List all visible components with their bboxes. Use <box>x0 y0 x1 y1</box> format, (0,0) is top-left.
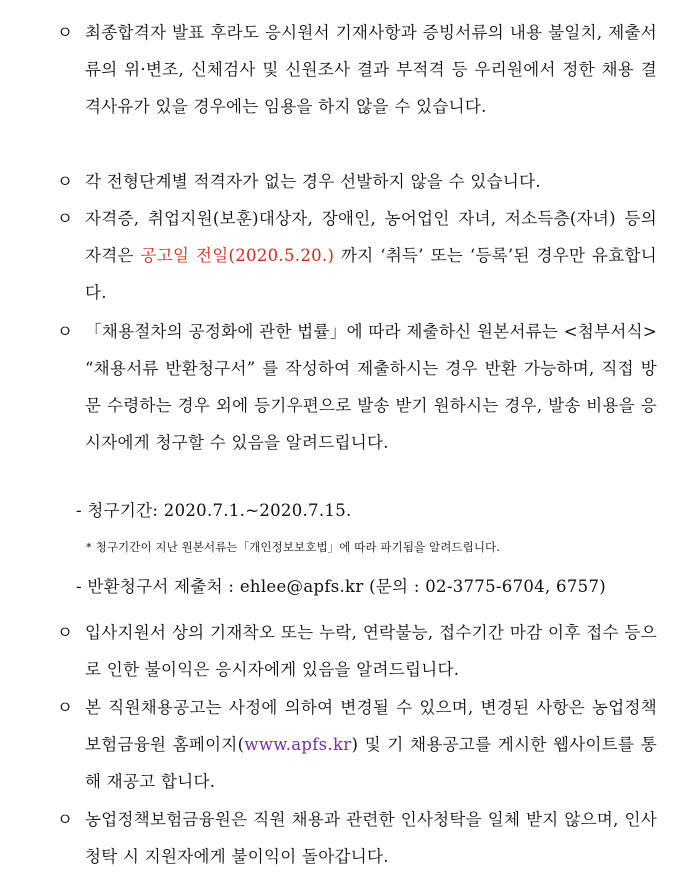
submit-contact: - 반환청구서 제출처 : ehlee@apfs.kr (문의 : 02-3775-6704, 6757) <box>76 577 606 596</box>
notice-text: 농업정책보험금융원은 직원 채용과 관련한 인사청탁을 일체 받지 않으며, 인사 청탁 시 지원자에게 불이익이 돌아갑니다. <box>85 810 657 866</box>
claim-note: * 청구기간이 지난 원본서류는「개인정보보호법」에 따라 파기됨을 알려드립니다. <box>86 540 501 554</box>
notice-text-part: 본 직원채용공고는 사정에 의하여 변경될 수 있으며, 변경된 사항은 농업정책보험금융원 홈페이지( <box>85 698 657 754</box>
notice-text: 「채용절차의 공정화에 관한 법률」에 따라 제출하신 원본서류는 <첨부서식> “채용서류 반환청구서” 를 작성하여 제출하시는 경우 반환 가능하며, 직접 방문 수령하는 경우 외에 등기우편으로 발송 받기 원하시는 경우, 발송 비용을 응시자에게 청구할 수 있음을 알려드립니다. <box>85 322 657 452</box>
notice-text-part: 자격증, 취업지원(보훈)대상자, 장애인, 농어업인 자녀, 저소득층(자녀) 등의 자격은 <box>85 209 657 265</box>
bullet-icon: ㅇ <box>57 698 74 717</box>
bullet-icon: ㅇ <box>57 172 74 191</box>
notice-text: 입사지원서 상의 기재착오 또는 누락, 연락불능, 접수기간 마감 이후 접수 등으로 인한 불이익은 응시자에게 있음을 알려드립니다. <box>85 623 657 679</box>
notice-text: 최종합격자 발표 후라도 응시원서 기재사항과 증빙서류의 내용 불일치, 제출서류의 위·변조, 신체검사 및 신원조사 결과 부적격 등 우리원에서 정한 채용 결격사유가 있을 경우에는 임용을 하지 않을 수 있습니다. <box>85 23 657 116</box>
homepage-link[interactable]: www.apfs.kr <box>244 735 352 754</box>
notice-item-no-qualified <box>57 163 657 200</box>
notice-item-document-return <box>57 313 657 461</box>
bullet-icon: ㅇ <box>57 209 74 228</box>
notice-item-no-solicitation <box>57 801 657 875</box>
bullet-icon: ㅇ <box>57 810 74 829</box>
bullet-icon: ㅇ <box>57 623 74 642</box>
notice-item-applicant-error <box>57 614 657 688</box>
bullet-icon: ㅇ <box>57 23 74 42</box>
notice-text <box>85 200 657 311</box>
notice-text: 각 전형단계별 적격자가 없는 경우 선발하지 않을 수 있습니다. <box>85 172 541 191</box>
claim-period: - 청구기간: 2020.7.1.~2020.7.15. <box>76 501 352 520</box>
notice-item-disqualification <box>57 14 657 125</box>
notice-text <box>85 689 657 800</box>
bullet-icon: ㅇ <box>57 322 74 341</box>
deadline-highlight: 공고일 전일(2020.5.20.) <box>140 246 335 265</box>
notice-item-announcement-change <box>57 689 657 800</box>
notice-text-part: ) 및 기 채용공고를 게시한 웹사이트를 통해 재공고 합니다. <box>85 735 657 791</box>
notice-text-part: 까지 ‘취득’ 또는 ‘등록’된 경우만 유효합니다. <box>85 246 657 302</box>
notice-item-qualification-deadline <box>57 200 657 311</box>
